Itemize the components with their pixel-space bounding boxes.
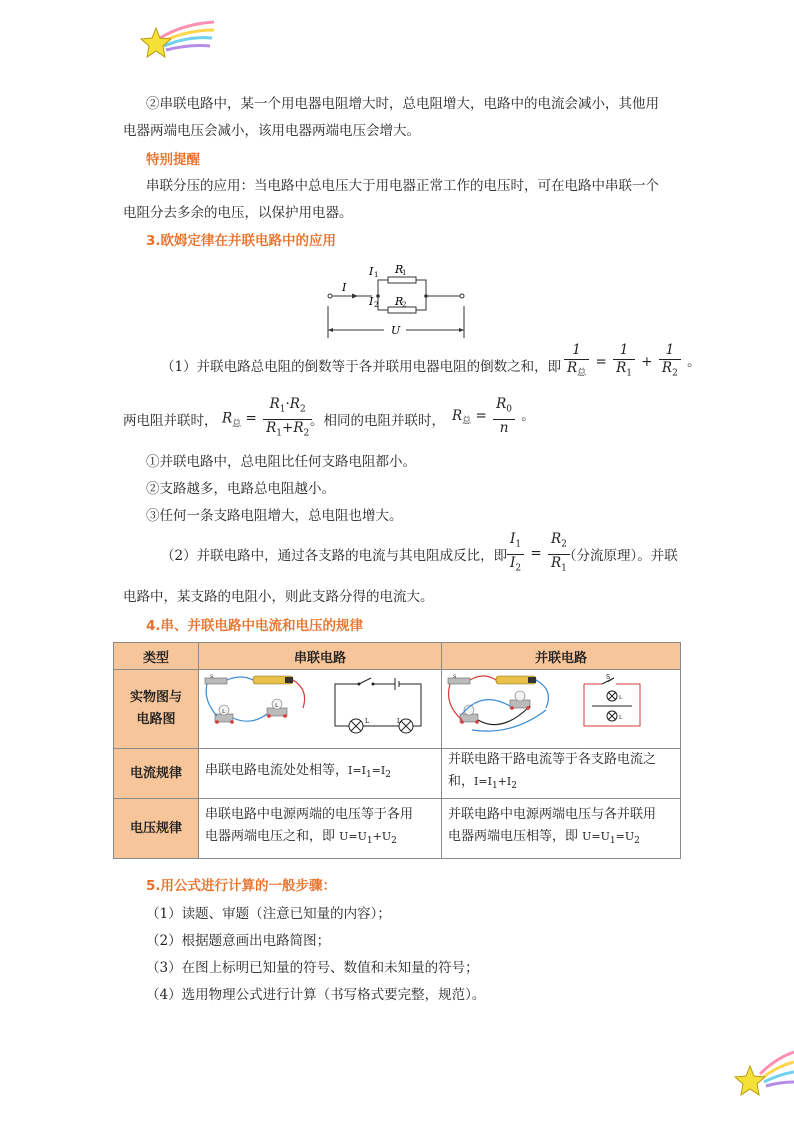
step-item: （3）在图上标明已知量的符号、数值和未知量的符号； [146,960,479,976]
step-item: （2）根据题意画出电路简图； [146,933,331,949]
series-voltage-law: 串联电路中电源两端的电压等于各用 电器两端电压之和，即 $U=U_1+U_2$ [199,799,442,859]
series-current-law: 串联电路电流处处相等，$I=I_1=I_2$ [199,749,442,799]
shunt-after: （分流原理）。并联 [563,548,678,564]
parallel-diagrams [442,670,681,749]
shunt-text: （2）并联电路中，通过各支路的电流与其电阻成反比，即 [161,548,508,564]
svg-text:1: 1 [402,269,407,277]
section-3-title: 3.欧姆定律在并联电路中的应用 [146,233,337,249]
svg-text:I: I [369,265,374,278]
svg-text:1: 1 [374,271,379,279]
svg-text:L: L [619,695,623,701]
reminder-line2: 电阻分去多余的电压，以保护用电器。 [123,205,353,221]
shooting-star-icon [730,1036,794,1102]
table-header: 类型 [114,643,199,670]
row-label-current: 电流规律 [114,749,199,799]
shunt-line2: 电路中，某支路的电阻小，则此支路分得的电流大。 [123,589,434,605]
series-diagrams [199,670,442,749]
svg-text:S: S [453,674,457,680]
reminder-title: 特别提醒 [146,152,200,168]
label-I: I [342,281,347,294]
svg-text:S: S [210,674,214,680]
list-item: ③任何一条支路电阻增大，总电阻也增大。 [146,508,403,524]
two-resistors-text: 两电阻并联时， [123,413,218,429]
shooting-star-icon [138,18,218,62]
section-4-title: 4.串、并联电路中电流和电压的规律 [146,618,364,634]
parallel-circuit-diagram [320,258,472,340]
row-label-diagram: 实物图与 电路图 [114,670,199,749]
table-header: 并联电路 [442,643,681,670]
svg-text:L: L [222,709,226,715]
svg-text:R: R [395,263,404,276]
table-header: 串联电路 [199,643,442,670]
svg-text:L: L [275,703,279,709]
svg-text:R: R [395,295,404,308]
svg-text:L: L [619,715,623,721]
label-U: U [391,324,401,337]
parallel-circuit-figure [442,670,678,740]
svg-text:I: I [369,295,374,308]
svg-text:S: S [606,674,611,681]
shunt-formula: $\frac{I_1}{I_2}$ = $\frac{R_2}{R_1}$ [505,531,572,577]
step-item: （1）读题、审题（注意已知量的内容）； [146,906,391,922]
series-item-2-line2: 电器两端电压会减小，该用电器两端电压会增大。 [123,123,420,139]
section-5-title: 5.用公式进行计算的一般步骤： [146,878,337,894]
series-circuit-figure [199,670,435,740]
circuit-law-table [113,642,681,859]
series-item-2-line1: ②串联电路中，某一个用电器电阻增大时，总电阻增大，电路中的电流会减小，其他用 [146,96,659,112]
row-label-voltage: 电压规律 [114,799,199,859]
same-resistors-text: 。相同的电阻并联时， [310,413,445,429]
parallel-voltage-law: 并联电路中电源两端电压与各并联用 电器两端电压相等，即 $U=U_1=U_2$ [442,799,681,859]
list-item: ②支路越多，电路总电阻越小。 [146,481,335,497]
parallel-resistance-text: （1）并联电路总电阻的倒数等于各并联用电器电阻的倒数之和，即 [161,359,562,375]
parallel-resistance-formula: $\frac{1}{R_总}$ = $\frac{1}{R_1}$ + $\frac{1}{R_2}$ 。 [562,342,701,383]
svg-text:L: L [397,718,401,725]
reminder-line1: 串联分压的应用：当电路中总电压大于用电器正常工作的电压时，可在电路中串联一个 [146,178,659,194]
same-resistors-formula: $R_总$ = $\frac{R_0}{n}$ 。 [452,396,535,436]
step-item: （4）选用物理公式进行计算（书写格式要完整，规范）。 [146,987,486,1003]
svg-text:L: L [365,718,369,725]
two-resistors-formula: $R_总$ = $\frac{R_1\cdot R_2}{R_1+R_2}$ [222,396,314,442]
svg-text:2: 2 [402,301,407,309]
parallel-current-law: 并联电路干路电流等于各支路电流之 和，$I=I_1+I_2$ [442,749,681,799]
svg-text:2: 2 [374,301,379,309]
list-item: ①并联电路中，总电阻比任何支路电阻都小。 [146,454,416,470]
